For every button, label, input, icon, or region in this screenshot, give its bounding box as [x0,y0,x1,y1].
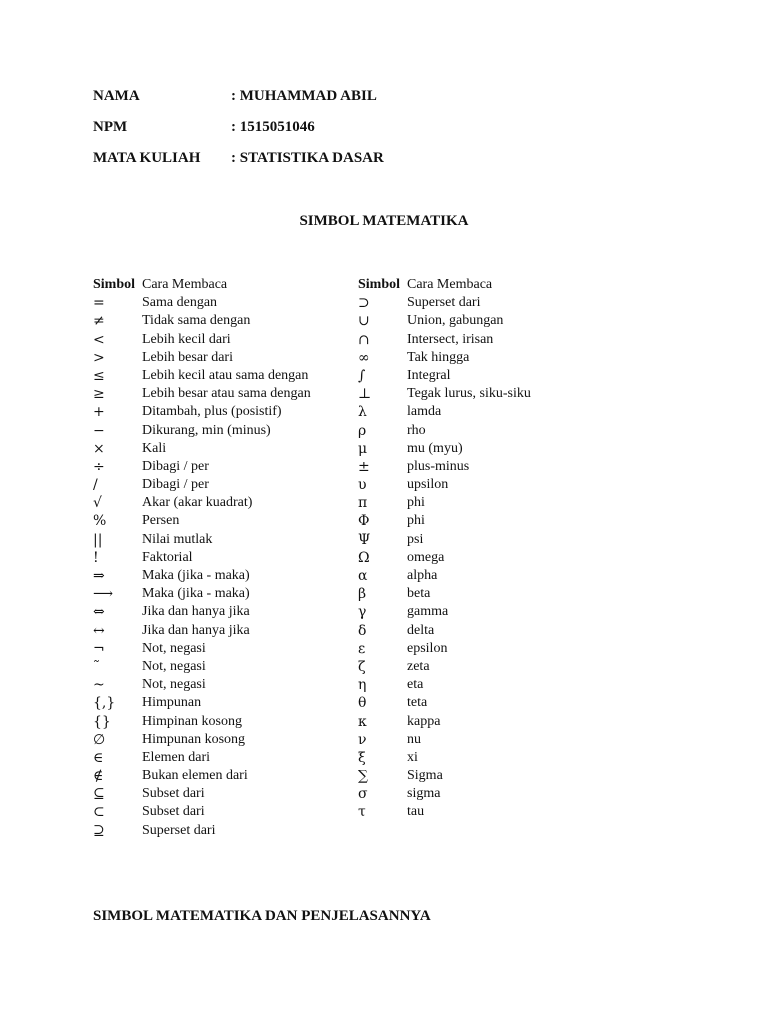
symbol-cell: ⊃ [358,295,370,312]
reading-cell: Superset dari [142,822,216,838]
reading-cell: beta [407,586,431,602]
symbol-cell: ε [358,640,366,657]
symbol-cell: ⊂ [93,804,105,821]
reading-cell: Bukan elemen dari [142,768,248,784]
symbol-cell: ∅ [93,731,106,748]
reading-cell: Akar (akar kuadrat) [142,495,253,511]
reading-cell: Persen [142,513,180,529]
symbol-cell: π [358,495,368,512]
reading-cell: upsilon [407,477,449,493]
symbol-cell: ≤ [93,367,105,384]
symbol-cell: ˜ [93,658,100,675]
symbol-cell: < [93,331,105,348]
symbol-cell: ⟶ [93,586,114,603]
symbol-cell: ∈ [93,749,104,766]
reading-cell: kappa [407,713,441,729]
symbol-cell: + [93,404,105,421]
reading-cell: nu [407,731,421,747]
header-value: : STATISTIKA DASAR [231,150,384,166]
reading-cell: Not, negasi [142,658,206,674]
symbol-cell: % [93,513,107,530]
reading-cell: Nilai mutlak [142,531,213,547]
symbol-cell: ∉ [93,768,104,785]
symbol-cell: κ [358,713,367,730]
symbol-cell: ≥ [93,386,105,403]
reading-cell: teta [407,695,428,711]
reading-cell: mu (myu) [407,440,463,456]
header-label: NPM [93,119,128,135]
symbol-cell: = [93,295,105,312]
symbol-cell: / [93,477,98,494]
header-value: : 1515051046 [231,119,315,135]
symbol-cell: ⊥ [358,386,372,403]
symbol-cell: ∞ [358,349,370,366]
reading-cell: Not, negasi [142,640,206,656]
header-value: : MUHAMMAD ABIL [231,88,377,104]
reading-cell: tau [407,804,425,820]
symbol-cell: ⊆ [93,786,105,803]
symbol-cell: μ [358,440,368,457]
reading-cell: eta [407,677,424,693]
header-label: NAMA [93,88,140,104]
reading-cell: omega [407,549,445,565]
reading-cell: plus-minus [407,458,470,474]
symbol-cell: ∪ [358,313,370,330]
symbol-cell: α [358,568,368,584]
symbol-cell: ! [93,549,99,566]
symbol-cell: √ [93,495,102,512]
symbol-cell: > [93,349,105,366]
section-title: SIMBOL MATEMATIKA DAN PENJELASANNYA [93,908,431,924]
reading-cell: Tegak lurus, siku-siku [407,386,531,402]
symbol-cell: ∫ [358,367,366,384]
symbol-cell: ξ [358,749,366,766]
reading-cell: Not, negasi [142,677,206,693]
header-label: MATA KULIAH [93,150,201,166]
symbol-cell: ~ [93,677,105,694]
symbol-cell: ζ [358,658,366,675]
reading-cell: Jika dan hanya jika [142,604,250,620]
symbol-cell: ≠ [93,313,105,330]
symbol-cell: ∩ [358,331,370,348]
symbol-cell: β [358,586,367,603]
symbol-cell: Ψ [358,531,371,548]
reading-cell: Intersect, irisan [407,331,494,347]
symbol-cell: Φ [358,513,370,530]
column-header-symbol: Simbol [358,277,401,292]
reading-cell: Jika dan hanya jika [142,622,250,638]
column-header-reading: Cara Membaca [142,277,228,292]
symbol-cell: Ω [358,549,370,566]
reading-cell: epsilon [407,640,448,656]
symbol-cell: ⇔ [93,604,105,621]
reading-cell: Superset dari [407,295,481,311]
reading-cell: sigma [407,786,441,802]
symbol-cell: {,} [93,695,116,712]
symbol-cell: − [93,422,105,439]
reading-cell: Maka (jika - maka) [142,568,250,583]
reading-cell: Tak hingga [407,349,470,365]
reading-cell: Maka (jika - maka) [142,586,250,602]
reading-cell: Dikurang, min (minus) [142,422,271,438]
symbol-cell: {} [93,713,111,730]
reading-cell: delta [407,622,435,638]
reading-cell: Dibagi / per [142,477,209,493]
reading-cell: Subset dari [142,786,205,802]
symbol-cell: ÷ [93,458,105,475]
symbol-cell: γ [358,604,367,621]
symbol-cell: ν [358,731,367,748]
symbol-cell: υ [358,477,367,494]
symbol-cell: || [93,531,103,548]
reading-cell: Lebih kecil dari [142,331,231,347]
reading-cell: Union, gabungan [407,313,504,329]
reading-cell: Lebih besar dari [142,349,233,365]
symbol-cell: ↔ [93,622,105,639]
column-header-reading: Cara Membaca [407,277,493,292]
reading-cell: Faktorial [142,549,193,565]
reading-cell: Ditambah, plus (posistif) [142,404,282,420]
reading-cell: Himpunan [142,695,202,711]
reading-cell: lamda [407,404,442,420]
symbol-cell: δ [358,622,367,639]
reading-cell: phi [407,495,425,511]
reading-cell: Kali [142,440,167,456]
symbol-cell: ⊇ [93,822,105,839]
symbol-cell: × [93,440,105,457]
reading-cell: Sama dengan [142,295,218,311]
reading-cell: Himpinan kosong [142,713,242,729]
symbol-cell: ¬ [93,640,105,657]
reading-cell: Himpunan kosong [142,731,246,747]
reading-cell: zeta [407,658,430,674]
reading-cell: Elemen dari [142,749,211,765]
reading-cell: Integral [407,367,451,383]
reading-cell: Lebih kecil atau sama dengan [142,367,309,383]
symbol-cell: ⇒ [93,568,105,584]
reading-cell: rho [407,422,426,438]
reading-cell: xi [407,749,418,765]
reading-cell: gamma [407,604,449,620]
symbol-cell: ± [358,458,370,475]
reading-cell: Tidak sama dengan [142,313,251,329]
reading-cell: alpha [407,568,438,583]
symbol-cell: θ [358,695,367,712]
reading-cell: Dibagi / per [142,458,209,474]
symbol-cell: ρ [358,422,367,439]
document-title: SIMBOL MATEMATIKA [299,213,469,229]
symbol-cell: ∑ [358,768,368,785]
symbol-cell: λ [358,404,367,421]
reading-cell: psi [407,531,424,547]
symbol-cell: η [358,677,367,694]
reading-cell: Sigma [407,768,443,784]
symbol-cell: τ [358,804,366,821]
reading-cell: Subset dari [142,804,205,820]
reading-cell: phi [407,513,425,529]
symbol-cell: σ [358,786,368,803]
column-header-symbol: Simbol [93,277,136,292]
reading-cell: Lebih besar atau sama dengan [142,386,311,402]
